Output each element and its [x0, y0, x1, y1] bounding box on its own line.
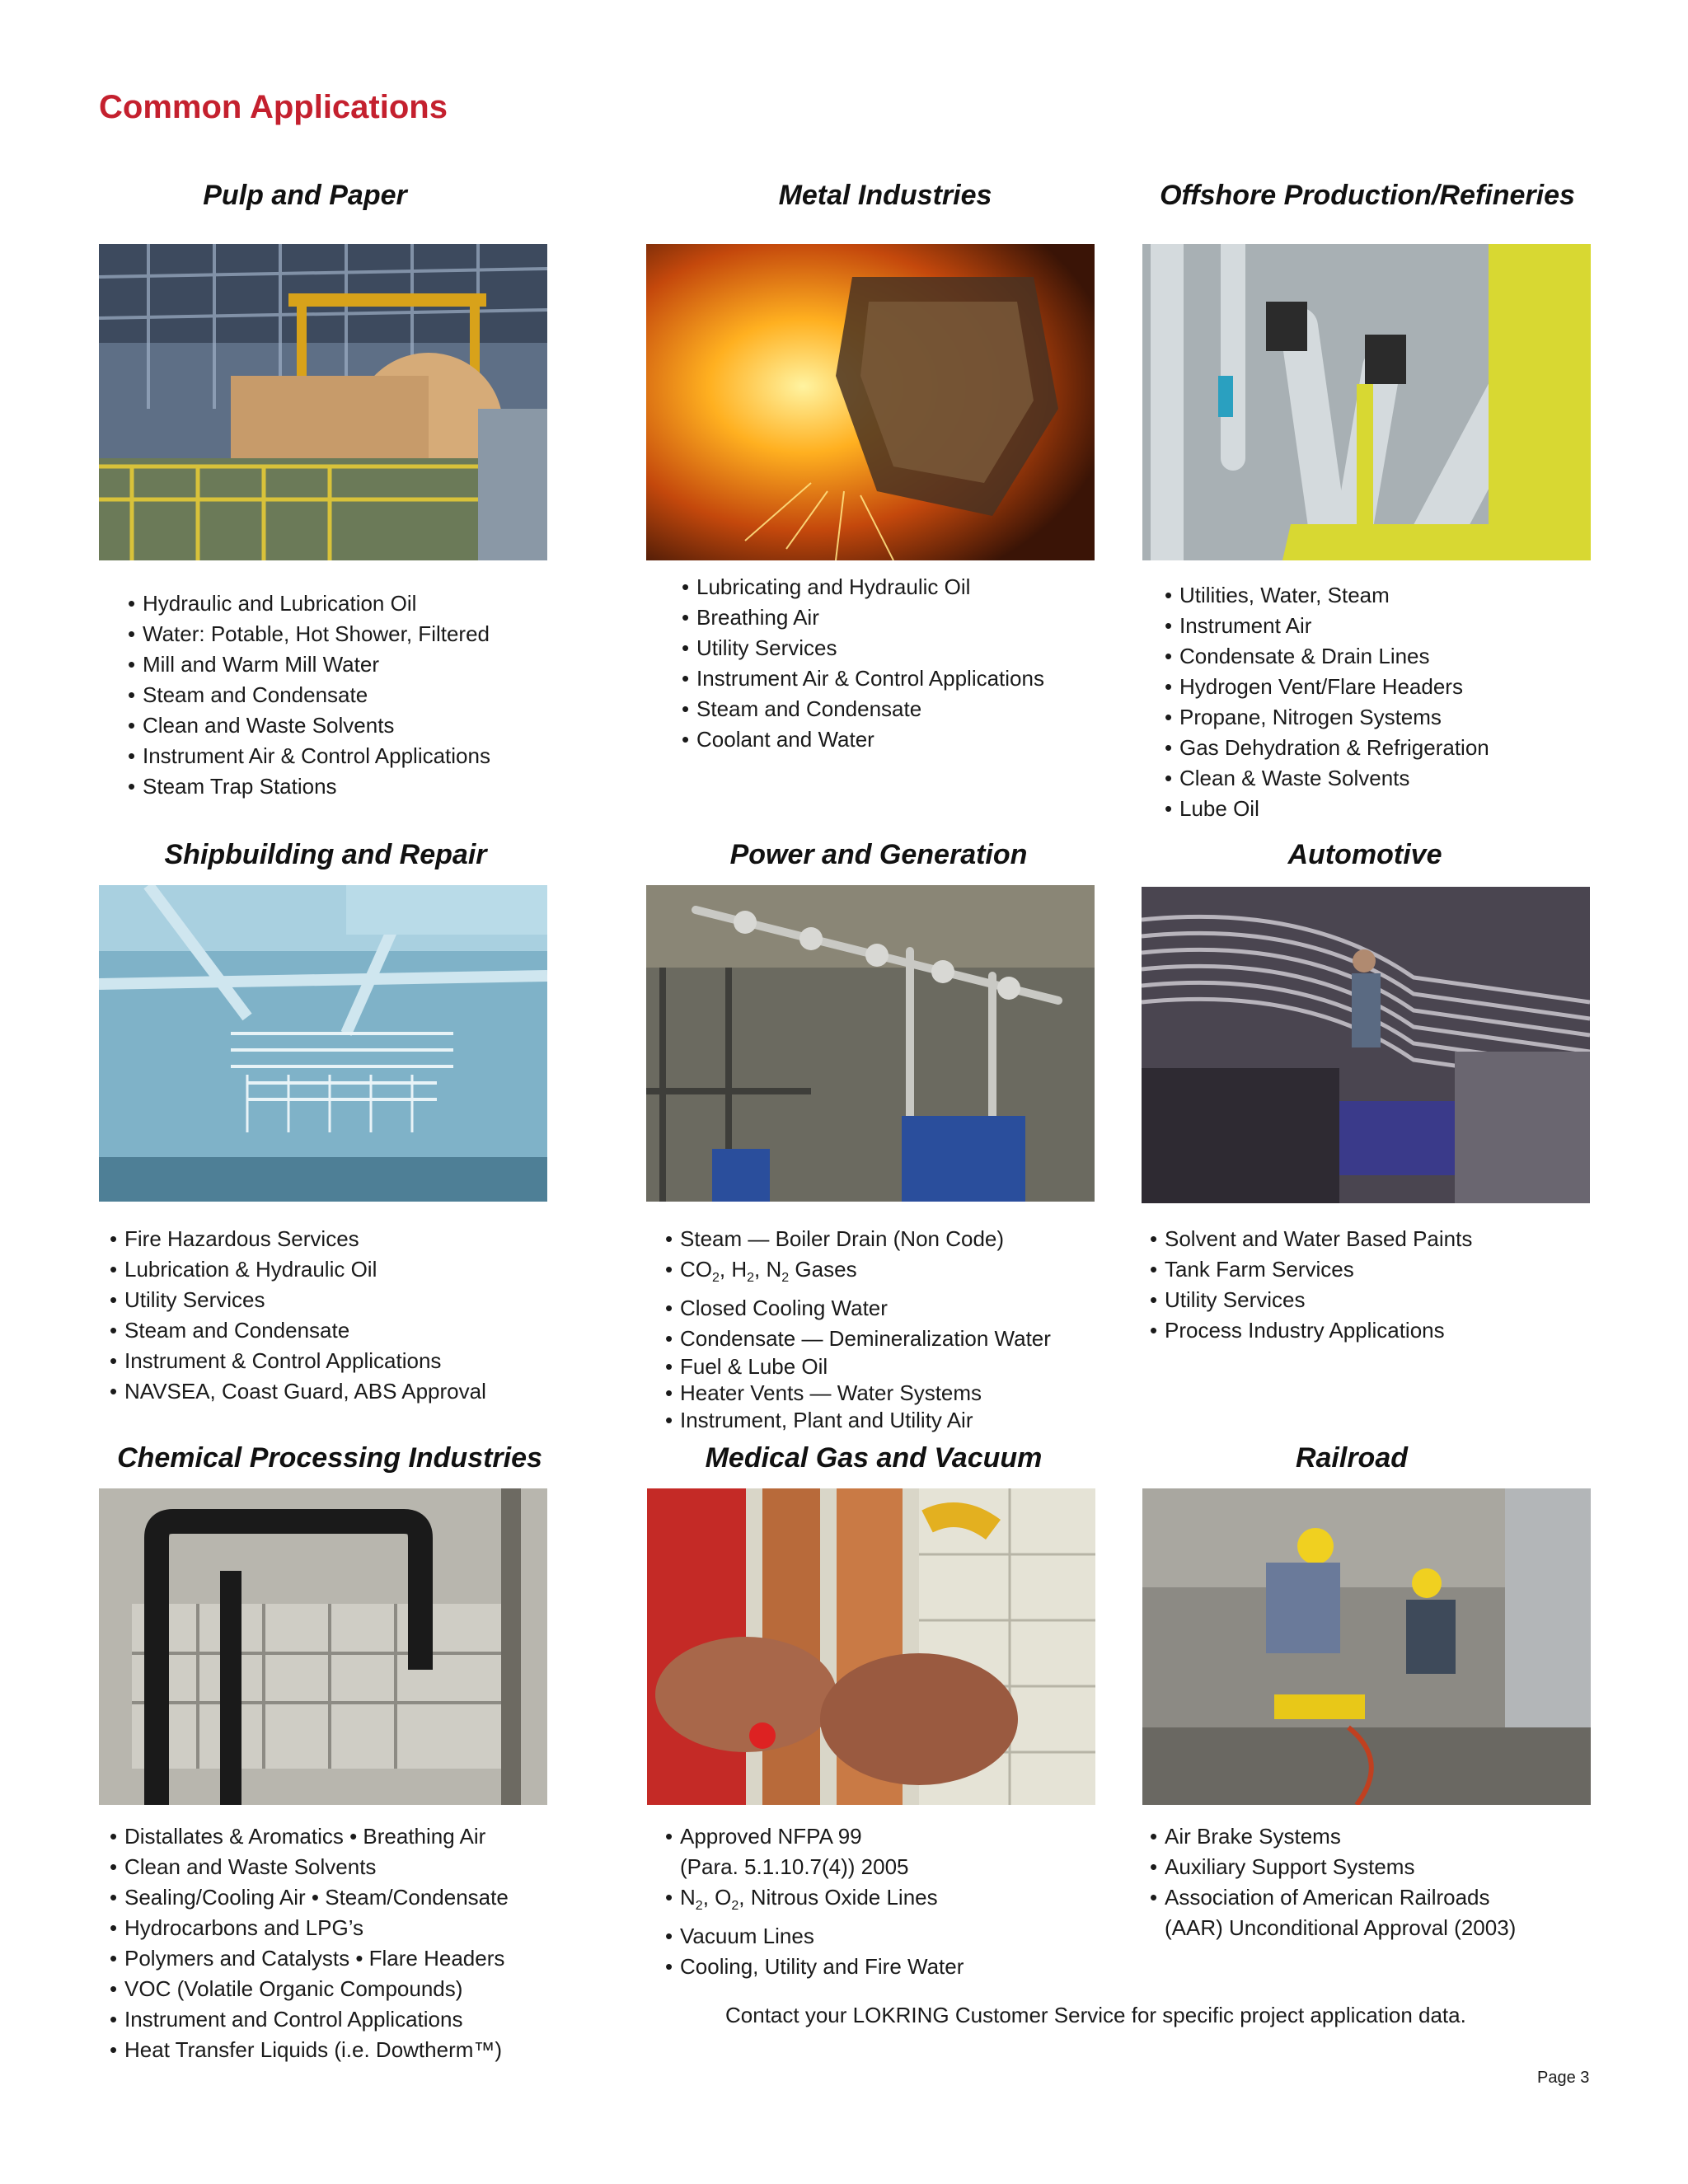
list-item: • Sealing/Cooling Air • Steam/Condensate — [110, 1885, 509, 1910]
list-item: • Instrument and Control Applications — [110, 2007, 463, 2032]
list-item: • Condensate & Drain Lines — [1165, 644, 1430, 668]
list-item: • Utility Services — [682, 635, 837, 660]
list-item: • Clean and Waste Solvents — [110, 1854, 377, 1879]
heading-chemical-processing: Chemical Processing Industries — [117, 1442, 542, 1474]
offshore-list — [1165, 580, 1489, 824]
list-item: • Hydraulic and Lubrication Oil — [128, 591, 417, 616]
list-item: • Association of American Railroads — [1150, 1885, 1490, 1910]
list-item: • Propane, Nitrogen Systems — [1165, 705, 1442, 729]
list-item: (Para. 5.1.10.7(4)) 2005 — [680, 1854, 909, 1879]
heading-offshore: Offshore Production/Refineries — [1160, 180, 1575, 211]
chemical-plant-photo — [99, 1488, 547, 1805]
power-generation-list — [665, 1224, 1051, 1433]
list-item: • Process Industry Applications — [1150, 1318, 1445, 1343]
list-item: (AAR) Unconditional Approval (2003) — [1165, 1915, 1517, 1940]
list-item: • Hydrogen Vent/Flare Headers — [1165, 674, 1463, 699]
paper-mill-photo — [99, 244, 547, 560]
list-item: • Solvent and Water Based Paints — [1150, 1226, 1473, 1251]
page-title: Common Applications — [99, 89, 448, 125]
list-item: • Fuel & Lube Oil — [665, 1354, 828, 1379]
railroad-workers-photo — [1142, 1488, 1591, 1805]
list-item: • VOC (Volatile Organic Compounds) — [110, 1976, 463, 2001]
list-item: • $CO_2$, $H_2$, $N_2$ Gases — [665, 1257, 857, 1285]
contact-note: Contact your LOKRING Customer Service for specific project application data. — [725, 2003, 1466, 2027]
medical-gas-list — [665, 1821, 964, 1982]
heading-automotive: Automotive — [1287, 839, 1442, 870]
list-item: • Distallates & Aromatics • Breathing Air — [110, 1824, 486, 1849]
list-item: • Steam and Condensate — [110, 1318, 350, 1343]
list-item: • Steam and Condensate — [682, 696, 922, 721]
list-item: • Steam — Boiler Drain (Non Code) — [665, 1226, 1005, 1251]
list-item: • Clean and Waste Solvents — [128, 713, 395, 738]
list-item: • Heater Vents — Water Systems — [665, 1380, 982, 1405]
list-item: • Water: Potable, Hot Shower, Filtered — [128, 621, 490, 646]
list-item: • Utility Services — [110, 1287, 265, 1312]
list-item: • Mill and Warm Mill Water — [128, 652, 379, 677]
metal-industries-list — [682, 572, 1044, 755]
list-item: • Instrument Air & Control Applications — [128, 743, 490, 768]
automotive-plant-photo — [1142, 887, 1590, 1203]
steel-foundry-photo — [646, 244, 1095, 560]
power-plant-photo — [646, 885, 1095, 1202]
list-item: • Instrument Air — [1165, 613, 1312, 638]
list-item: • Utility Services — [1150, 1287, 1306, 1312]
list-item: • Lubrication & Hydraulic Oil — [110, 1257, 377, 1282]
chemical-processing-list — [110, 1821, 509, 2065]
list-item: • Steam and Condensate — [128, 682, 368, 707]
list-item: • Condensate — Demineralization Water — [665, 1326, 1051, 1351]
list-item: • Instrument, Plant and Utility Air — [665, 1408, 973, 1432]
railroad-list — [1150, 1821, 1516, 1943]
list-item: • Coolant and Water — [682, 727, 874, 752]
list-item: • Lubricating and Hydraulic Oil — [682, 574, 971, 599]
offshore-pipes-photo — [1142, 244, 1591, 560]
page-number: Page 3 — [1537, 2069, 1590, 2087]
list-item: • Instrument Air & Control Applications — [682, 666, 1044, 691]
list-item: • Clean & Waste Solvents — [1165, 766, 1410, 790]
list-item: • Hydrocarbons and LPG’s — [110, 1915, 364, 1940]
list-item: • Approved NFPA 99 — [665, 1824, 862, 1849]
list-item: • NAVSEA, Coast Guard, ABS Approval — [110, 1379, 486, 1404]
heading-shipbuilding: Shipbuilding and Repair — [164, 839, 487, 870]
list-item: • Steam Trap Stations — [128, 774, 337, 799]
list-item: • Lube Oil — [1165, 796, 1259, 821]
heading-power-generation: Power and Generation — [729, 839, 1028, 870]
list-item: • Utilities, Water, Steam — [1165, 583, 1390, 607]
medical-gas-photo — [647, 1488, 1095, 1805]
list-item: • Air Brake Systems — [1150, 1824, 1341, 1849]
heading-medical-gas: Medical Gas and Vacuum — [705, 1442, 1043, 1474]
pulp-paper-list — [128, 588, 490, 802]
list-item: • Cooling, Utility and Fire Water — [665, 1954, 964, 1979]
list-item: • Gas Dehydration & Refrigeration — [1165, 735, 1489, 760]
ship-piping-photo — [99, 885, 547, 1202]
list-item: • Polymers and Catalysts • Flare Headers — [110, 1946, 505, 1971]
list-item: • Tank Farm Services — [1150, 1257, 1354, 1282]
list-item: • Vacuum Lines — [665, 1924, 814, 1948]
heading-railroad: Railroad — [1295, 1442, 1409, 1474]
heading-metal-industries: Metal Industries — [778, 180, 992, 211]
list-item: • Fire Hazardous Services — [110, 1226, 359, 1251]
list-item: • Breathing Air — [682, 605, 819, 630]
list-item: • Closed Cooling Water — [665, 1296, 888, 1320]
list-item: • Instrument & Control Applications — [110, 1348, 442, 1373]
heading-pulp-paper: Pulp and Paper — [203, 180, 407, 211]
shipbuilding-list — [110, 1224, 486, 1407]
automotive-list — [1150, 1224, 1472, 1346]
list-item: • $N_2$, $O_2$, Nitrous Oxide Lines — [665, 1885, 938, 1913]
list-item: • Auxiliary Support Systems — [1150, 1854, 1415, 1879]
list-item: • Heat Transfer Liquids (i.e. Dowtherm™) — [110, 2037, 503, 2062]
